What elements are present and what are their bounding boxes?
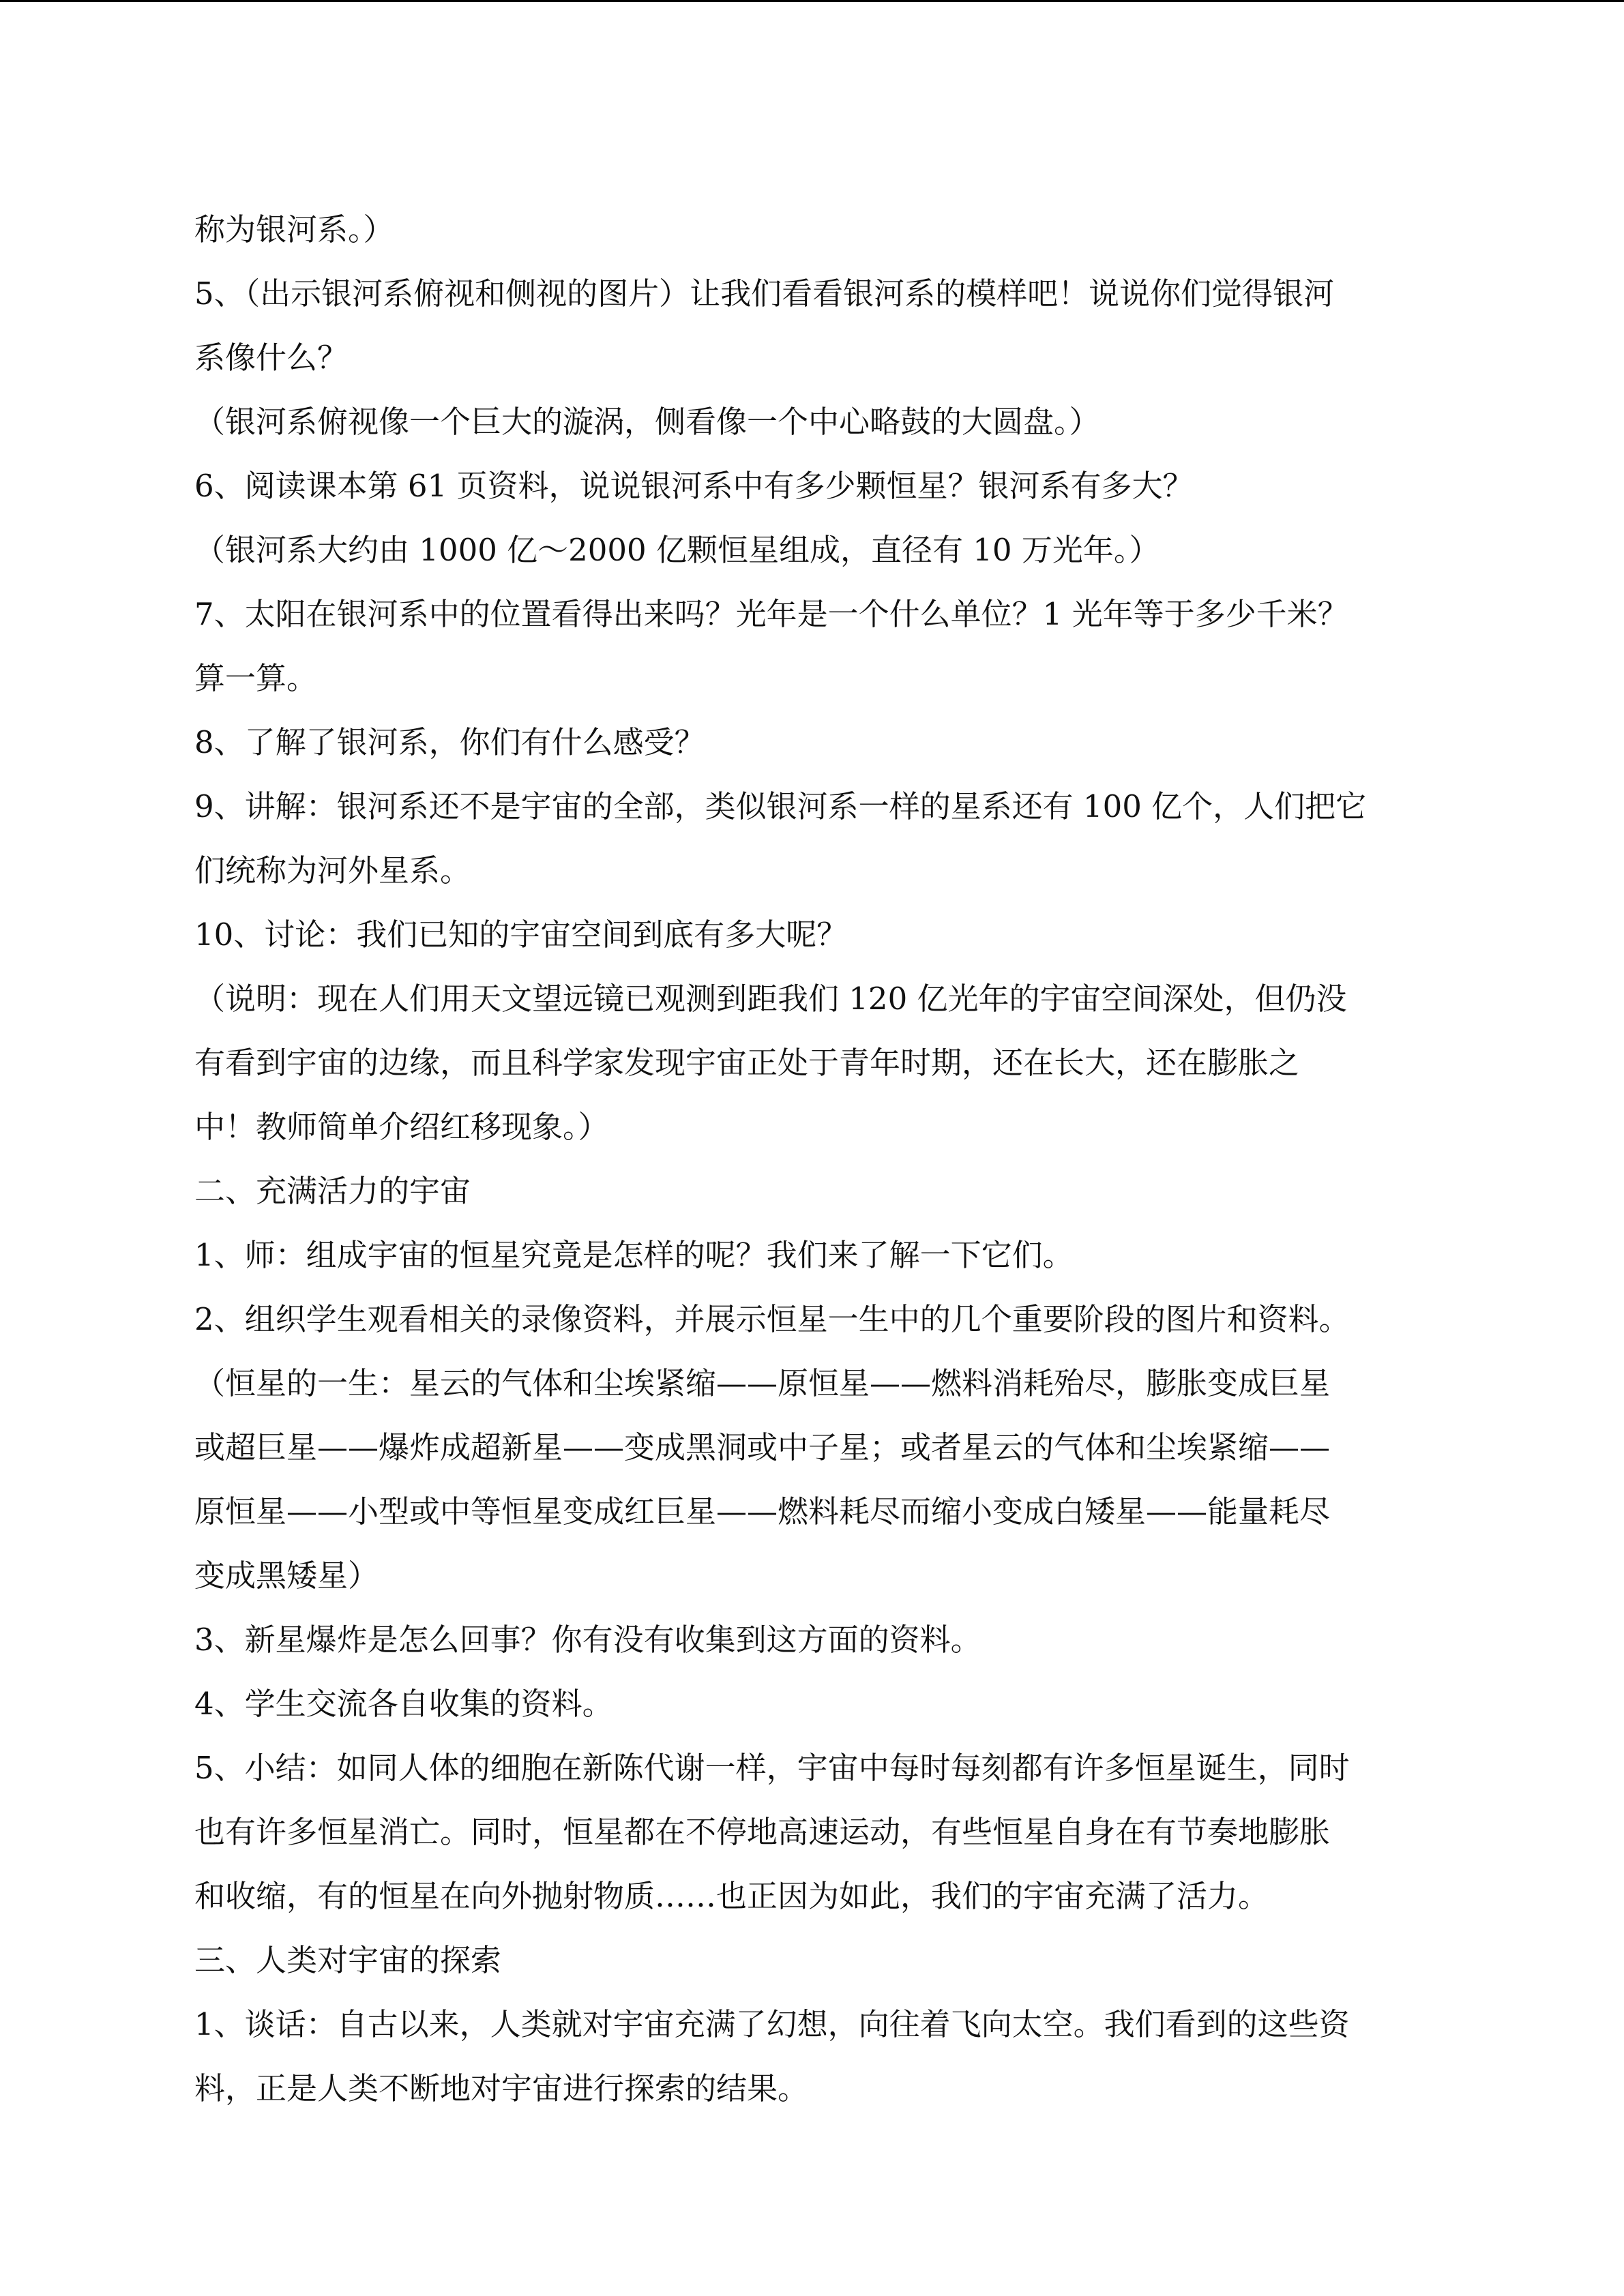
- document-body: [194, 198, 1429, 2121]
- text-line: 10、讨论：我们已知的宇宙空间到底有多大呢？: [194, 916, 848, 953]
- section-heading: 三、人类对宇宙的探索: [194, 1942, 502, 1978]
- text-line: 算一算。: [194, 660, 318, 696]
- text-line: 9、讲解：银河系还不是宇宙的全部，类似银河系一样的星系还有 100 亿个，人们把它: [194, 788, 1367, 824]
- text-line: 7、太阳在银河系中的位置看得出来吗？光年是一个什么单位？1 光年等于多少千米？: [194, 596, 1348, 632]
- text-line: （恒星的一生：星云的气体和尘埃紧缩——原恒星——燃料消耗殆尽，膨胀变成巨星: [194, 1365, 1331, 1401]
- text-line: 们统称为河外星系。: [194, 852, 471, 889]
- page-top-border: [0, 0, 1624, 2]
- text-line: 和收缩，有的恒星在向外抛射物质……也正因为如此，我们的宇宙充满了活力。: [194, 1878, 1269, 1914]
- text-line: 系像什么？: [194, 340, 349, 376]
- text-line: 料，正是人类不断地对宇宙进行探索的结果。: [194, 2070, 809, 2106]
- text-line: （说明：现在人们用天文望远镜已观测到距我们 120 亿光年的宇宙空间深处，但仍没: [194, 981, 1347, 1017]
- text-line: 5、小结：如同人体的细胞在新陈代谢一样，宇宙中每时每刻都有许多恒星诞生，同时: [194, 1750, 1350, 1786]
- text-line: 1、师：组成宇宙的恒星究竟是怎样的呢？我们来了解一下它们。: [194, 1237, 1074, 1273]
- text-line: 1、谈话：自古以来，人类就对宇宙充满了幻想，向往着飞向太空。我们看到的这些资: [194, 2006, 1350, 2042]
- text-line: 5、（出示银河系俯视和侧视的图片）让我们看看银河系的模样吧！说说你们觉得银河: [194, 275, 1335, 312]
- text-line: 原恒星——小型或中等恒星变成红巨星——燃料耗尽而缩小变成白矮星——能量耗尽: [194, 1493, 1331, 1530]
- text-line: 也有许多恒星消亡。同时，恒星都在不停地高速运动，有些恒星自身在有节奏地膨胀: [194, 1814, 1331, 1850]
- text-line: 8、了解了银河系，你们有什么感受？: [194, 724, 705, 760]
- text-line: 3、新星爆炸是怎么回事？你有没有收集到这方面的资料。: [194, 1622, 981, 1658]
- text-line: 变成黑矮星）: [194, 1557, 379, 1594]
- text-line: 2、组织学生观看相关的录像资料，并展示恒星一生中的几个重要阶段的图片和资料。: [194, 1301, 1350, 1337]
- text-line: （银河系俯视像一个巨大的漩涡，侧看像一个中心略鼓的大圆盘。）: [194, 404, 1100, 440]
- text-line: 有看到宇宙的边缘，而且科学家发现宇宙正处于青年时期，还在长大，还在膨胀之: [194, 1045, 1300, 1081]
- text-line: 或超巨星——爆炸成超新星——变成黑洞或中子星；或者星云的气体和尘埃紧缩——: [194, 1429, 1331, 1465]
- text-line: 4、学生交流各自收集的资料。: [194, 1686, 613, 1722]
- text-line: 称为银河系。）: [194, 211, 394, 248]
- section-heading: 二、充满活力的宇宙: [194, 1173, 471, 1209]
- text-line: 中！教师简单介绍红移现象。）: [194, 1109, 609, 1145]
- text-line: （银河系大约由 1000 亿～2000 亿颗恒星组成，直径有 10 万光年。）: [194, 532, 1160, 568]
- text-line: 6、阅读课本第 61 页资料，说说银河系中有多少颗恒星？银河系有多大？: [194, 468, 1194, 504]
